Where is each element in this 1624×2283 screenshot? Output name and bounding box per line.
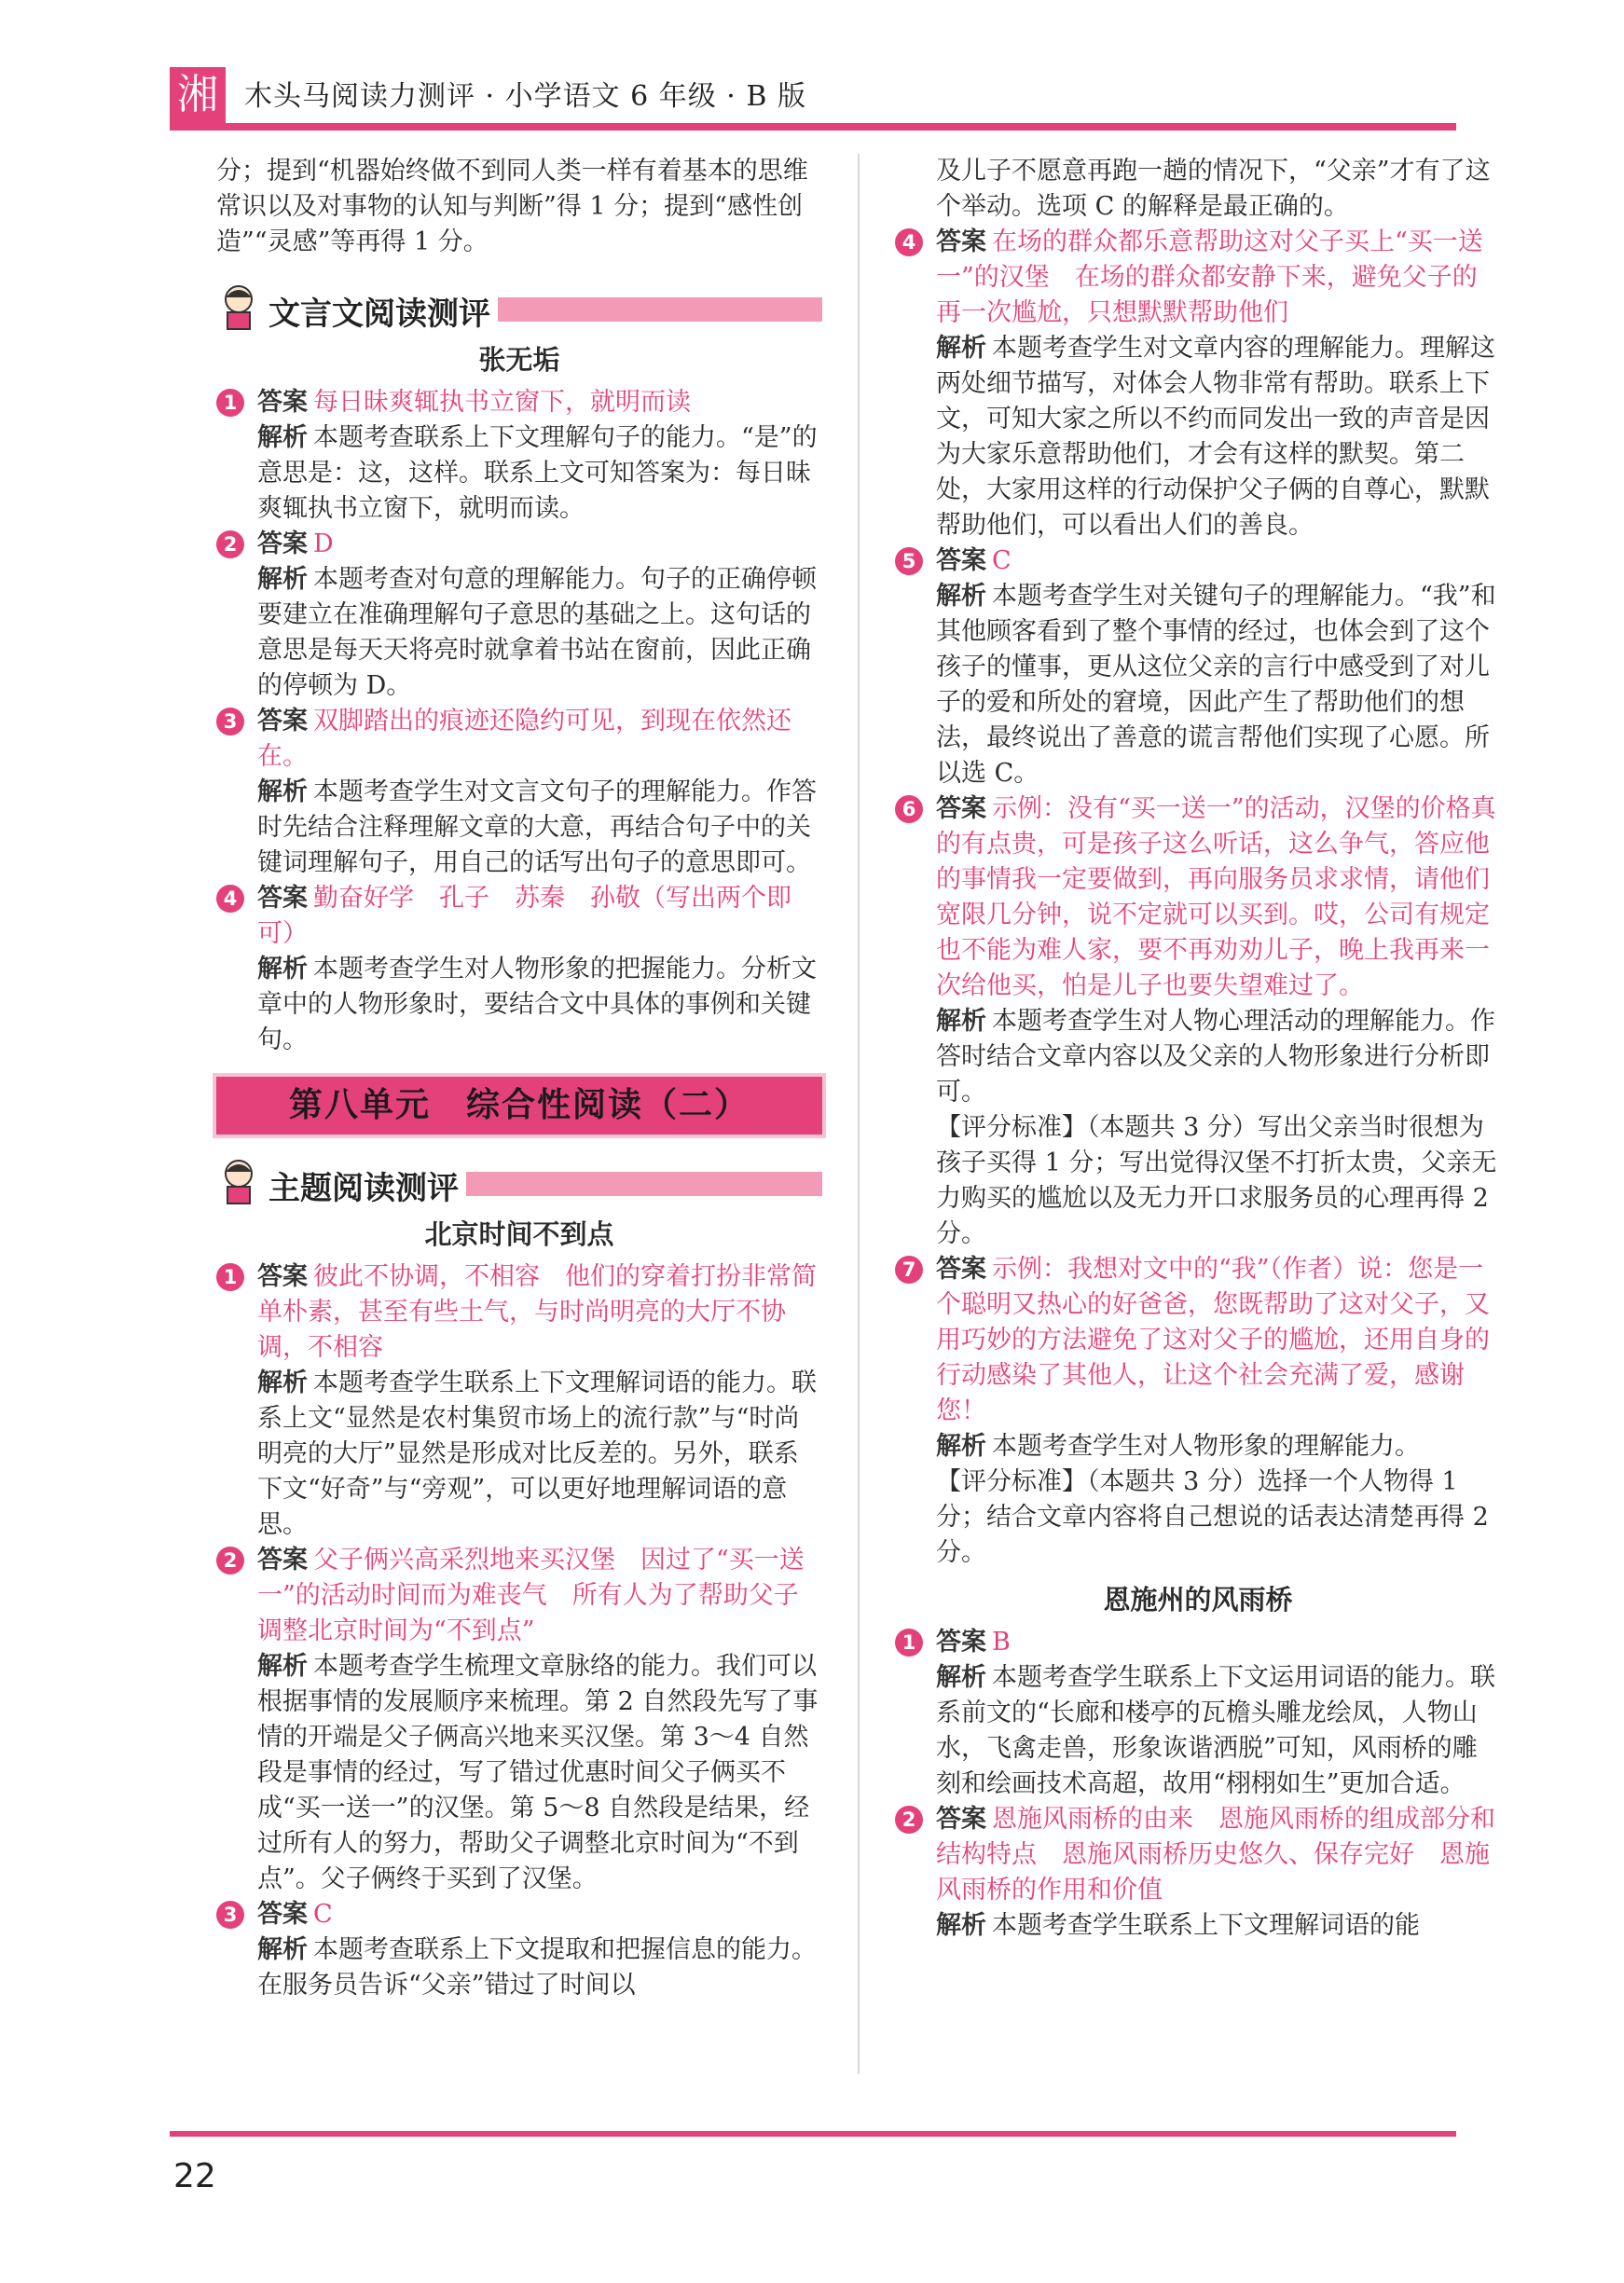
question-number: 5 <box>895 547 923 575</box>
answer-label: 答案 <box>257 884 308 913</box>
page-number: 22 <box>173 2157 216 2195</box>
analysis-text: 本题考查对句意的理解能力。句子的正确停顿要建立在准确理解句子意思的基础之上。这句话的意思是每天天将亮时就拿着书站在窗前，因此正确的停顿为 D。 <box>257 565 817 700</box>
answer-text: 示例：没有“买一送一”的活动，汉堡的价格真的有点贵，可是孩子这么听话，这么争气，答应他的事情我一定要做到，再向服务员求求情，请他们宽限几分钟，说不定就可以买到。哎，公司有规定也不能为难人家，要不再劝劝儿子，晚上我再来一次给他买，怕是儿子也要失望难过了。 <box>936 794 1496 1000</box>
analysis-label: 解析 <box>257 423 308 452</box>
answer-label: 答案 <box>257 1900 308 1929</box>
column-divider <box>858 154 860 2074</box>
answer-label: 答案 <box>936 1628 986 1657</box>
answer-text: 双脚踏出的痕迹还隐约可见，到现在依然还在。 <box>257 707 791 771</box>
header-tag: 湘 <box>170 67 226 123</box>
right-column <box>895 154 1501 1944</box>
article-title: 恩施州的风雨桥 <box>1103 1584 1293 1616</box>
analysis-text: 本题考查学生联系上下文理解词语的能力。联系上文“显然是农村集贸市场上的流行款”与“时尚明亮的大厅”显然是形成对比反差的。另外，联系下文“好奇”与“旁观”，可以更好地理解词语的意思。 <box>257 1368 817 1539</box>
analysis-text: 本题考查学生对文章内容的理解能力。理解这两处细节描写，对体会人物非常有帮助。联系上下文，可知大家之所以不约而同发出一致的声音是因为大家乐意帮助他们，才会有这样的默契。第二处，大家用这样的行动保护父子俩的自尊心，默默帮助他们，可以看出人们的善良。 <box>936 334 1495 540</box>
intro-text: 分；提到“机器始终做不到同人类一样有着基本的思维常识以及对事物的认知与判断”得 1 分；提到“感性创造”“灵感”等再得 1 分。 <box>216 157 808 256</box>
section-classical-reading <box>216 282 822 335</box>
answer-text: D <box>313 529 334 558</box>
answer-item <box>216 881 822 1058</box>
question-number: 3 <box>216 708 244 736</box>
answer-item <box>216 527 822 704</box>
answer-item <box>895 543 1501 791</box>
answer-label: 答案 <box>257 1546 308 1575</box>
article-title: 北京时间不到点 <box>424 1218 614 1250</box>
analysis-text: 本题考查学生联系上下文理解词语的能 <box>992 1911 1420 1940</box>
left-column <box>216 154 822 2003</box>
analysis-label: 解析 <box>257 1368 308 1397</box>
question-number: 6 <box>895 795 923 823</box>
student-icon <box>216 282 261 331</box>
analysis-text: 本题考查学生对关键句子的理解能力。“我”和其他顾客看到了整个事情的经过，也体会到了这个孩子的懂事，更从这位父亲的言行中感受到了对儿子的爱和所处的窘境，因此产生了帮助他们的想法，最终说出了善意的谎言帮他们实现了心愿。所以选 C。 <box>936 582 1496 788</box>
header-rule <box>170 123 1456 131</box>
question-number: 1 <box>895 1629 923 1657</box>
answer-text: 示例：我想对文中的“我”（作者）说：您是一个聪明又热心的好爸爸，您既帮助了这对父子，又用巧妙的方法避免了这对父子的尴尬，还用自身的行动感染了其他人，让这个社会充满了爱，感谢您！ <box>936 1255 1490 1425</box>
analysis-label: 解析 <box>257 565 308 594</box>
question-number: 2 <box>216 530 244 558</box>
answer-item <box>895 1625 1501 1802</box>
answer-label: 答案 <box>936 546 986 575</box>
question-number: 1 <box>216 1263 244 1291</box>
answer-item <box>216 1897 822 2003</box>
question-number: 2 <box>216 1547 244 1575</box>
analysis-label: 解析 <box>936 582 986 611</box>
answer-label: 答案 <box>257 707 308 736</box>
section-title: 文言文阅读测评 <box>268 288 498 334</box>
answer-label: 答案 <box>257 388 308 417</box>
continued-text: 及儿子不愿意再跑一趟的情况下，“父亲”才有了这个举动。选项 C 的解释是最正确的。 <box>936 157 1491 221</box>
analysis-label: 解析 <box>936 1911 986 1940</box>
answer-item <box>216 385 822 527</box>
analysis-label: 解析 <box>936 1663 986 1692</box>
analysis-text: 本题考查学生联系上下文运用词语的能力。联系前文的“长廊和楼亭的瓦檐头雕龙绘凤，人物山水，飞禽走兽，形象诙谐洒脱”可知，风雨桥的雕刻和绘画技术高超，故用“栩栩如生”更加合适。 <box>936 1663 1495 1798</box>
answer-text: 恩施风雨桥的由来 恩施风雨桥的组成部分和结构特点 恩施风雨桥历史悠久、保存完好 恩施风雨桥的作用和价值 <box>936 1805 1495 1905</box>
student-icon <box>216 1157 261 1205</box>
scoring-standard: 【评分标准】（本题共 3 分）选择一个人物得 1 分；结合文章内容将自己想说的话表达清楚再得 2 分。 <box>936 1467 1489 1567</box>
question-number: 1 <box>216 389 244 417</box>
analysis-text: 本题考查联系上下文理解句子的能力。“是”的意思是：这，这样。联系上文可知答案为：每日昧爽辄执书立窗下，就明而读。 <box>257 423 818 523</box>
analysis-label: 解析 <box>936 334 986 363</box>
answer-item <box>895 225 1501 543</box>
answer-item <box>895 1802 1501 1944</box>
question-number: 2 <box>895 1806 923 1834</box>
footer-rule <box>170 2131 1456 2137</box>
answer-item <box>216 1259 822 1543</box>
answer-label: 答案 <box>257 1262 308 1291</box>
section-title: 主题阅读测评 <box>268 1162 466 1208</box>
answer-label: 答案 <box>936 227 986 256</box>
question-number: 4 <box>216 885 244 913</box>
answer-text: 勤奋好学 孔子 苏秦 孙敬（写出两个即可） <box>257 884 791 948</box>
answer-text: 父子俩兴高采烈地来买汉堡 因过了“买一送一”的活动时间而为难丧气 所有人为了帮助父子调整北京时间为“不到点” <box>257 1546 805 1645</box>
answer-text: B <box>992 1628 1011 1657</box>
unit-banner <box>216 1077 822 1135</box>
answer-item <box>895 791 1501 1252</box>
analysis-label: 解析 <box>257 1935 308 1964</box>
analysis-text: 本题考查学生对人物形象的把握能力。分析文章中的人物形象时，要结合文中具体的事例和关键句。 <box>257 955 817 1054</box>
answer-text: 彼此不协调，不相容 他们的穿着打扮非常简单朴素，甚至有些土气，与时尚明亮的大厅不协调，不相容 <box>257 1262 817 1362</box>
analysis-label: 解析 <box>936 1007 986 1036</box>
analysis-label: 解析 <box>257 1652 308 1681</box>
answer-label: 答案 <box>257 529 308 558</box>
answer-item <box>216 704 822 881</box>
analysis-text: 本题考查学生对文言文句子的理解能力。作答时先结合注释理解文章的大意，再结合句子中的关键词理解句子，用自己的话写出句子的意思即可。 <box>257 777 817 877</box>
header-title: 木头马阅读力测评 · 小学语文 6 年级 · B 版 <box>244 80 806 113</box>
question-number: 3 <box>216 1901 244 1929</box>
analysis-label: 解析 <box>257 955 308 983</box>
article-title: 张无垢 <box>478 344 560 376</box>
answer-text: 在场的群众都乐意帮助这对父子买上“买一送一”的汉堡 在场的群众都安静下来，避免父子的再一次尴尬，只想默默帮助他们 <box>936 227 1483 327</box>
analysis-text: 本题考查学生梳理文章脉络的能力。我们可以根据事情的发展顺序来梳理。第 2 自然段先写了事情的开端是父子俩高兴地来买汉堡。第 3～4 自然段是事情的经过，写了错过优惠时间父子俩买不成“买一送一”的汉堡。第 5～8 自然段是结果，经过所有人的努力，帮助父子调整北京时间为“不到点”。父子俩终于买到了汉堡。 <box>257 1652 819 1893</box>
answer-label: 答案 <box>936 794 986 823</box>
answer-text: 每日昧爽辄执书立窗下，就明而读 <box>313 388 691 417</box>
question-number: 7 <box>895 1256 923 1284</box>
analysis-text: 本题考查联系上下文提取和把握信息的能力。在服务员告诉“父亲”错过了时间以 <box>257 1935 817 2000</box>
answer-label: 答案 <box>936 1805 986 1834</box>
answer-text: C <box>992 546 1012 575</box>
analysis-label: 解析 <box>936 1432 986 1461</box>
answer-label: 答案 <box>936 1255 986 1284</box>
question-number: 4 <box>895 228 923 256</box>
analysis-text: 本题考查学生对人物心理活动的理解能力。作答时结合文章内容以及父亲的人物形象进行分析即可。 <box>936 1007 1495 1107</box>
unit-title: 第八单元 综合性阅读（二） <box>288 1086 750 1124</box>
answer-item <box>216 1543 822 1897</box>
analysis-label: 解析 <box>257 777 308 806</box>
scoring-standard: 【评分标准】（本题共 3 分）写出父亲当时很想为孩子买得 1 分；写出觉得汉堡不打折太贵，父亲无力购买的尴尬以及无力开口求服务员的心理再得 2 分。 <box>936 1113 1497 1248</box>
section-theme-reading <box>216 1157 822 1209</box>
analysis-text: 本题考查学生对人物形象的理解能力。 <box>992 1432 1420 1461</box>
answer-text: C <box>313 1900 333 1929</box>
answer-item <box>895 1252 1501 1571</box>
